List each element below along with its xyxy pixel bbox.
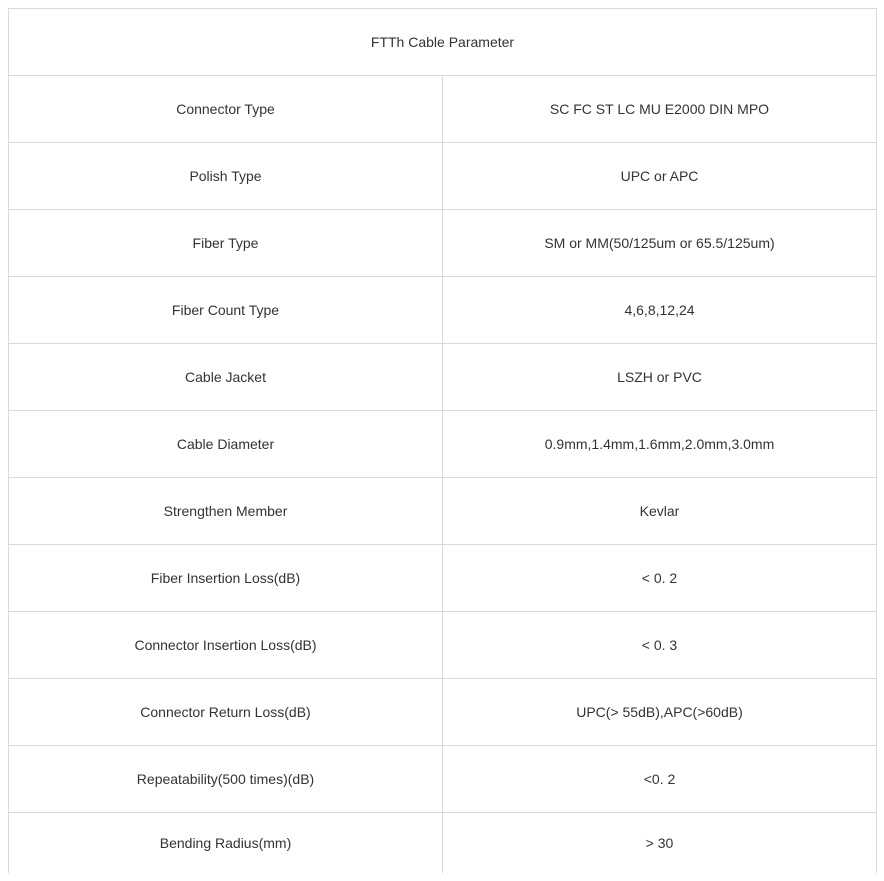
row-label: Connector Insertion Loss(dB) (9, 612, 443, 679)
row-label: Fiber Count Type (9, 277, 443, 344)
table-row (9, 478, 877, 545)
row-value: < 0. 2 (443, 545, 877, 612)
table-row (9, 344, 877, 411)
row-label: Cable Jacket (9, 344, 443, 411)
row-label: Strengthen Member (9, 478, 443, 545)
table-row (9, 612, 877, 679)
table-header-row (9, 9, 877, 76)
parameter-table-container (8, 8, 877, 873)
row-label: Polish Type (9, 143, 443, 210)
table-row (9, 679, 877, 746)
row-label: Cable Diameter (9, 411, 443, 478)
table-row (9, 545, 877, 612)
table-row (9, 411, 877, 478)
table-row (9, 210, 877, 277)
row-label: Connector Type (9, 76, 443, 143)
row-value: UPC or APC (443, 143, 877, 210)
row-value: < 0. 3 (443, 612, 877, 679)
row-label: Fiber Insertion Loss(dB) (9, 545, 443, 612)
row-value: <0. 2 (443, 746, 877, 813)
row-label: Repeatability(500 times)(dB) (9, 746, 443, 813)
row-value: 0.9mm,1.4mm,1.6mm,2.0mm,3.0mm (443, 411, 877, 478)
row-value: UPC(> 55dB),APC(>60dB) (443, 679, 877, 746)
row-label: Bending Radius(mm) (9, 813, 443, 874)
table-row (9, 813, 877, 874)
table-title: FTTh Cable Parameter (9, 9, 877, 76)
row-value: SC FC ST LC MU E2000 DIN MPO (443, 76, 877, 143)
row-value: > 30 (443, 813, 877, 874)
row-value: SM or MM(50/125um or 65.5/125um) (443, 210, 877, 277)
table-row (9, 143, 877, 210)
table-row (9, 76, 877, 143)
ftth-cable-parameter-table (8, 8, 877, 873)
row-label: Fiber Type (9, 210, 443, 277)
table-row (9, 746, 877, 813)
row-value: 4,6,8,12,24 (443, 277, 877, 344)
table-row (9, 277, 877, 344)
row-value: Kevlar (443, 478, 877, 545)
row-label: Connector Return Loss(dB) (9, 679, 443, 746)
row-value: LSZH or PVC (443, 344, 877, 411)
